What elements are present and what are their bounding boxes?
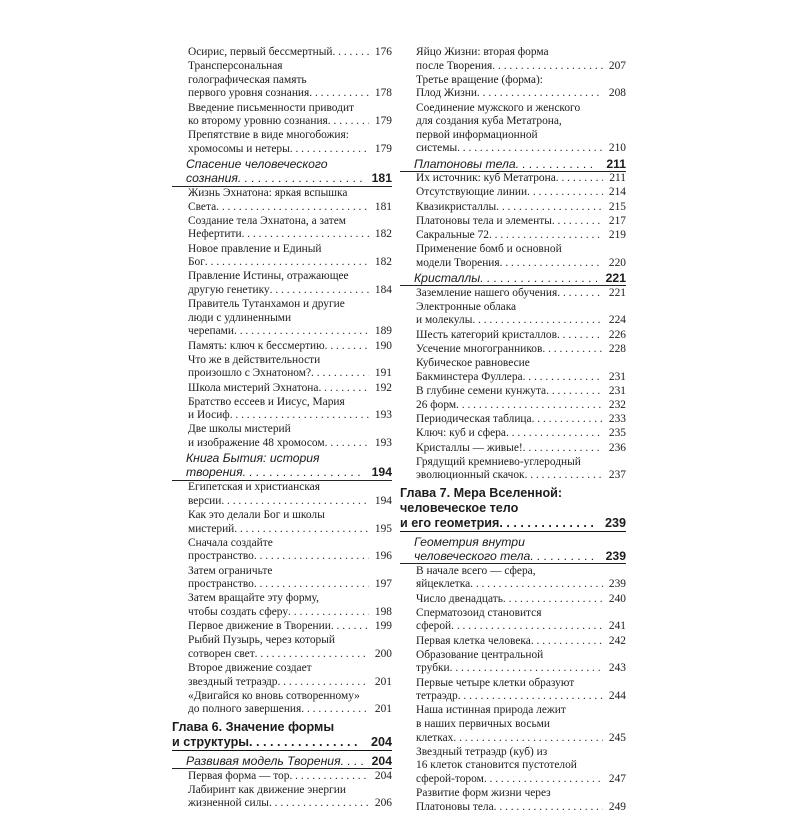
toc-subentry — [172, 565, 392, 592]
entry-title: Грядущий кремниево-углеродный эволюционный скачок — [416, 455, 581, 482]
toc-subentry — [400, 593, 626, 607]
toc-subentry — [400, 215, 626, 229]
page-number: 176 — [369, 46, 392, 60]
entry-title: Книга Бытия: история творения — [186, 451, 320, 480]
page-number: 215 — [603, 201, 626, 215]
toc-subentry — [400, 186, 626, 200]
entry-title: Периодическая таблица — [416, 413, 532, 426]
page-number: 192 — [369, 382, 392, 396]
toc-chapter-heading — [400, 486, 626, 532]
toc-subentry — [172, 537, 392, 564]
toc-subentry — [172, 634, 392, 661]
toc-subentry — [400, 427, 626, 441]
toc-subentry — [400, 607, 626, 634]
entry-title: Осирис, первый бессмертный — [188, 46, 333, 58]
page-number: 193 — [369, 409, 392, 423]
entry-title: Яйцо Жизни: вторая форма после Творения — [416, 46, 549, 72]
toc-subentry — [172, 423, 392, 450]
page-number: 189 — [369, 325, 392, 339]
page-number: 228 — [603, 343, 626, 357]
toc-subentry — [400, 385, 626, 399]
toc-chapter-heading — [172, 720, 392, 751]
entry-title: Правитель Тутанхамон и другие люди с удлиненными черепами — [188, 298, 345, 338]
page-number: 240 — [603, 593, 626, 607]
entry-title: Платоновы тела — [414, 156, 516, 171]
page-number: 249 — [603, 801, 626, 815]
page-number: 182 — [369, 256, 392, 270]
toc-subentry — [400, 74, 626, 101]
toc-section — [172, 157, 392, 186]
page-number: 226 — [603, 329, 626, 343]
toc-subentry — [172, 46, 392, 60]
toc-subentry — [172, 354, 392, 381]
toc-subentry — [400, 565, 626, 592]
entry-title: Препятствие в виде многобожия: хромосомы и нетеры — [188, 129, 349, 155]
page-number: 210 — [603, 142, 626, 156]
entry-title: Кристаллы — живые! — [416, 441, 523, 454]
page-number: 245 — [603, 732, 626, 746]
entry-title: Трансперсональная голографическая память первого уровня сознания — [188, 60, 310, 100]
entry-title: Рыбий Пузырь, через который сотворен свет — [188, 634, 335, 660]
page-number: 235 — [603, 427, 626, 441]
entry-title: Сначала создайте пространство — [188, 536, 273, 563]
page-number: 239 — [603, 578, 626, 592]
page-number: 204 — [359, 735, 392, 750]
page-number: 217 — [603, 215, 626, 229]
page-number: 221 — [603, 287, 626, 301]
toc-subentry — [172, 60, 392, 101]
entry-title: Две школы мистерий и изображение 48 хромосом — [188, 423, 325, 450]
entry-title: Третье вращение (форма): Плод Жизни — [416, 73, 543, 100]
entry-title: Соединение мужского и женского для создания куба Метатрона, первой информационной системы — [416, 101, 581, 155]
page-number: 178 — [369, 87, 392, 101]
toc-subentry — [400, 343, 626, 357]
entry-title: Сперматозоид становится сферой — [416, 606, 542, 633]
page-number: 179 — [369, 143, 392, 157]
entry-title: Глава 7. Мера Вселенной: человеческое тело и его геометрия — [400, 485, 563, 530]
toc-column-left — [172, 46, 392, 812]
page-number: 193 — [369, 437, 392, 451]
page-number: 237 — [603, 469, 626, 483]
entry-title: Ключ: куб и сфера — [416, 427, 506, 440]
toc-subentry — [400, 442, 626, 456]
page-number: 239 — [593, 516, 626, 531]
entry-title: Звездный тетраэдр (куб) из 16 клеток становится пустотелой сферой-тором — [416, 745, 577, 785]
page-number: 206 — [369, 797, 392, 811]
toc-subentry — [400, 201, 626, 215]
page-number: 219 — [603, 229, 626, 243]
toc-subentry — [172, 382, 392, 396]
entry-title: Братство ессеев и Иисус, Мария и Иосиф — [188, 395, 345, 422]
toc-subentry — [172, 340, 392, 354]
toc-subentry — [172, 592, 392, 619]
entry-title: Кристаллы — [414, 270, 481, 285]
entry-title: Лабиринт как движение энергии жизненной силы — [188, 783, 346, 810]
page-number: 195 — [369, 523, 392, 537]
entry-title: Первые четыре клетки образуют тетраэдр — [416, 676, 575, 703]
entry-title: Первое движение в Творении — [188, 620, 331, 633]
page-number: 199 — [369, 620, 392, 634]
page-number: 179 — [369, 115, 392, 129]
toc-subentry — [400, 243, 626, 270]
entry-title: Второе движение создает звездный тетраэдр — [188, 662, 312, 688]
entry-title: Спасение человеческого сознания — [186, 157, 328, 186]
page-number: 239 — [597, 549, 626, 563]
toc-subentry — [172, 102, 392, 129]
page-number: 197 — [369, 578, 392, 592]
page-number: 196 — [369, 550, 392, 564]
page-number: 241 — [603, 620, 626, 634]
page-number: 182 — [369, 228, 392, 242]
entry-title: Затем ограничьте пространство — [188, 564, 273, 591]
entry-title: Первая форма — тор — [188, 769, 290, 782]
toc-subentry — [400, 329, 626, 343]
toc-subentry — [172, 620, 392, 634]
page-number: 190 — [369, 340, 392, 354]
toc-subentry — [400, 301, 626, 328]
entry-title: Квазикристаллы — [416, 200, 497, 213]
toc-subentry — [400, 787, 626, 814]
page-number: 233 — [603, 413, 626, 427]
page-number: 231 — [603, 385, 626, 399]
entry-title: Как это делали Бог и школы мистерий — [188, 508, 325, 535]
toc-subentry — [172, 396, 392, 423]
entry-title: Первая клетка человека — [416, 634, 531, 647]
entry-title: В глубине семени кунжута — [416, 384, 547, 397]
entry-title: Усечение многогранников — [416, 342, 543, 355]
entry-title: Сакральные 72 — [416, 228, 489, 241]
page-number: 181 — [363, 171, 392, 185]
toc-subentry — [400, 649, 626, 676]
page-number: 208 — [603, 87, 626, 101]
toc-subentry — [400, 357, 626, 384]
entry-title: Число двенадцать — [416, 592, 503, 605]
page-number: 191 — [369, 367, 392, 381]
toc-section — [400, 535, 626, 564]
entry-title: Применение бомб и основной модели Творения — [416, 243, 562, 269]
page-number: 243 — [603, 662, 626, 676]
entry-title: Наша истинная природа лежит в наших первичных восьми клетках — [416, 704, 566, 744]
entry-title: 26 форм — [416, 398, 457, 411]
entry-title: В начале всего — сфера, яйцеклетка — [416, 564, 536, 591]
entry-title: Платоновы тела и элементы — [416, 214, 552, 227]
entry-title: Электронные облака и молекулы — [416, 300, 517, 327]
entry-title: Геометрия внутри человеческого тела — [414, 534, 531, 564]
entry-title: Отсутствующие линии — [416, 186, 528, 199]
page-number: 214 — [603, 186, 626, 200]
page-number: 201 — [369, 703, 392, 717]
page-number: 194 — [363, 465, 392, 479]
page-number: 194 — [369, 495, 392, 509]
entry-title: Заземление нашего обучения — [416, 286, 558, 299]
entry-title: Кубическое равновесие Бакминстера Фуллера — [416, 357, 530, 383]
toc-subentry — [172, 662, 392, 689]
entry-title: Создание тела Эхнатона, а затем Нефертити — [188, 214, 346, 241]
page-number: 231 — [603, 371, 626, 385]
entry-title: Память: ключ к бессмертию — [188, 339, 325, 352]
page-number: 244 — [603, 690, 626, 704]
toc-subentry — [172, 187, 392, 214]
page-number: 242 — [603, 635, 626, 649]
entry-title: Что же в действительности произошло с Эхнатоном? — [188, 353, 321, 380]
toc-subentry — [400, 229, 626, 243]
toc-subentry — [172, 690, 392, 717]
entry-title: Шесть категорий кристаллов — [416, 328, 557, 341]
toc-subentry — [172, 298, 392, 339]
page-number: 247 — [603, 773, 626, 787]
page-number: 221 — [597, 271, 626, 285]
toc-column-right — [400, 46, 626, 815]
toc-subentry — [172, 770, 392, 784]
page-number: 198 — [369, 606, 392, 620]
entry-title: Развитие форм жизни через Платоновы тела — [416, 787, 551, 813]
entry-title: Правление Истины, отражающее другую генетику — [188, 270, 349, 296]
toc-subentry — [400, 635, 626, 649]
toc-subentry — [172, 481, 392, 508]
entry-title: «Двигайся ко вновь сотворенному» до полного завершения — [188, 689, 360, 716]
toc-section — [400, 271, 626, 286]
page-number: 211 — [603, 172, 626, 186]
toc-subentry — [400, 46, 626, 73]
toc-subentry — [400, 456, 626, 483]
page-number: 232 — [603, 399, 626, 413]
toc-subentry — [172, 784, 392, 811]
toc-subentry — [172, 270, 392, 297]
toc-subentry — [172, 509, 392, 536]
entry-title: Затем вращайте эту форму, чтобы создать сферу — [188, 592, 319, 618]
entry-title: Глава 6. Значение формы и структуры — [172, 720, 335, 749]
toc-subentry — [400, 172, 626, 186]
page-number: 224 — [603, 314, 626, 328]
page-number: 201 — [369, 676, 392, 690]
toc-section — [172, 451, 392, 480]
toc-section — [400, 157, 626, 172]
toc-section — [172, 754, 392, 769]
toc-subentry — [172, 215, 392, 242]
entry-title: Школа мистерий Эхнатона — [188, 381, 319, 394]
page-number: 204 — [369, 770, 392, 784]
page-number: 181 — [369, 201, 392, 215]
page-number: 204 — [363, 754, 392, 768]
toc-subentry — [400, 102, 626, 156]
toc-subentry — [400, 287, 626, 301]
entry-title: Новое правление и Единый Бог — [188, 242, 322, 269]
entry-title: Введение письменности приводит ко второму уровню сознания — [188, 101, 355, 128]
toc-subentry — [172, 129, 392, 156]
toc-subentry — [400, 399, 626, 413]
page-number: 207 — [603, 60, 626, 74]
toc-subentry — [400, 704, 626, 745]
page-number: 211 — [597, 157, 626, 171]
toc-subentry — [400, 413, 626, 427]
toc-subentry — [400, 746, 626, 787]
page-number: 200 — [369, 648, 392, 662]
entry-title: Образование центральной трубки — [416, 648, 544, 675]
page-number: 184 — [369, 284, 392, 298]
page-number: 236 — [603, 442, 626, 456]
toc-subentry — [400, 677, 626, 704]
entry-title: Египетская и христианская версии — [188, 481, 320, 507]
entry-title: Их источник: куб Метатрона — [416, 172, 556, 185]
entry-title: Развивая модель Творения — [186, 754, 341, 768]
entry-title: Жизнь Эхнатона: яркая вспышка Света — [188, 187, 348, 213]
page-number: 220 — [603, 257, 626, 271]
toc-subentry — [172, 243, 392, 270]
